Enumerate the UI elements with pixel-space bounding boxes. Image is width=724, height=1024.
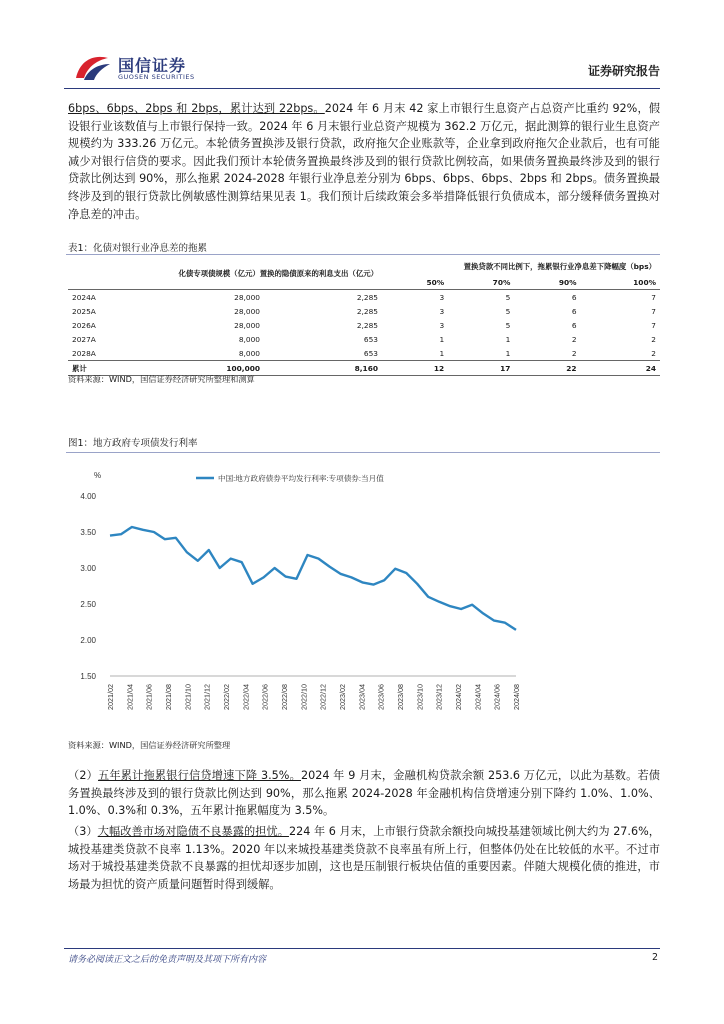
table-cell: 653 <box>363 348 378 358</box>
table-cell: 3 <box>439 292 445 302</box>
figure-source-note: 资料来源：WIND，国信证券经济研究所整理 <box>68 740 231 750</box>
y-axis-unit: % <box>94 471 102 480</box>
y-tick-label: 2.00 <box>80 636 96 645</box>
x-tick-label: 2021/04 <box>125 684 135 710</box>
table-cell: 8,160 <box>264 361 382 376</box>
x-tick-label: 2024/02 <box>454 684 463 710</box>
table-cell: 2028A <box>72 348 96 358</box>
x-tick-label: 2023/08 <box>396 684 405 710</box>
x-tick-label: 2021/12 <box>202 684 212 710</box>
x-tick-label: 2021/02 <box>106 684 115 710</box>
x-tick-label: 2023/12 <box>434 684 444 710</box>
page-header <box>64 48 660 88</box>
x-axis <box>106 676 521 710</box>
x-tick-label: 2024/06 <box>492 684 502 710</box>
y-tick-label: 4.00 <box>80 492 96 501</box>
series-line <box>110 527 516 630</box>
table-cell: 6 <box>571 320 577 330</box>
table-cell: 22 <box>514 361 580 376</box>
table-caption-rule <box>66 254 660 255</box>
body-paragraph-3 <box>68 823 660 893</box>
table-caption: 表1：化债对银行业净息差的拖累 <box>68 243 208 254</box>
table-cell: 100,000 <box>106 361 264 376</box>
table-cell: 2 <box>651 334 656 344</box>
legend-label: 中国:地方政府债券平均发行利率:专项债券:当月值 <box>218 474 384 483</box>
table-cell: 累计 <box>68 361 106 376</box>
body-paragraph-1 <box>68 100 660 223</box>
table-cell: 6 <box>571 292 577 302</box>
y-tick-label: 2.50 <box>80 600 96 609</box>
npm-drag-table <box>68 258 660 376</box>
table-cell: 12 <box>382 361 448 376</box>
paragraph-1-lead: 6bps、6bps、2bps 和 2bps，累计达到 22bps。 <box>68 102 325 115</box>
table-cell: 5 <box>505 292 511 302</box>
company-name-en: GUOSEN SECURITIES <box>118 73 195 81</box>
x-tick-label: 2022/08 <box>280 684 289 710</box>
page-number: 2 <box>651 952 658 963</box>
table-header-group: 置换贷款不同比例下，拖累银行业净息差下降幅度（bps） <box>463 262 656 271</box>
pct-header: 90% <box>514 275 580 290</box>
table-cell: 1 <box>439 334 445 344</box>
line-chart <box>66 456 660 736</box>
table-cell: 6 <box>571 306 577 316</box>
table-cell: 8,000 <box>238 348 260 358</box>
table-cell: 2027A <box>72 334 96 344</box>
y-tick-label: 3.50 <box>80 528 96 537</box>
table-cell: 1 <box>505 334 511 344</box>
paragraph-2-prefix: （2） <box>68 769 99 782</box>
disclaimer-note: 请务必阅读正文之后的免责声明及其项下所有内容 <box>68 955 267 965</box>
table-cell: 1 <box>505 348 511 358</box>
table-cell: 2,285 <box>356 306 378 316</box>
table-cell: 2,285 <box>356 320 378 330</box>
table-cell: 1 <box>439 348 445 358</box>
table-cell: 3 <box>439 320 445 330</box>
table-row <box>68 346 660 361</box>
x-tick-label: 2024/08 <box>512 684 521 710</box>
table-header-row <box>68 258 660 275</box>
table-cell: 7 <box>651 306 656 316</box>
table-header-left: 化债专项债规模（亿元）置换的隐债原来的利息支出（亿元） <box>106 258 382 290</box>
guosen-logo-icon <box>72 52 112 84</box>
header-divider <box>64 88 660 89</box>
table-cell: 28,000 <box>234 292 260 302</box>
table-row <box>68 290 660 305</box>
table-cell: 5 <box>505 306 511 316</box>
table-cell: 653 <box>363 334 378 344</box>
figure-chart <box>66 456 660 736</box>
table-cell: 7 <box>651 292 656 302</box>
paragraph-1-text: 2024 年 6 月末 42 家上市银行生息资产占总资产比重约 92%，假设银行业该数值与上市银行保持一致。2024 年 6 月末银行业总资产规模为 362.2 万亿元，据此测算的银行业生息资产规模约为 333.26 万亿元。本轮债务置换涉及银行贷款，政府拖欠企业账款等，企业拿到政府拖欠企业款后，也有可能减少对银行信贷的要求。因此我们预计本轮债务置换最终涉及到的银行贷款比例较高，如果债务置换最终涉及到的银行贷款比例达到 90%，那么拖累 2024-2028 年银行业净息差分别为 6bps、6bps、6bps、2bps 和 2bps。债务置换最终涉及到的银行贷款比例敏感性测算结果见表 1。我们预计后续政策会多举措降低银行负债成本，部分缓释债务置换对净息差的冲击。 <box>68 102 661 221</box>
table-cell: 28,000 <box>234 320 260 330</box>
table-cell: 8,000 <box>238 334 260 344</box>
x-tick-label: 2023/10 <box>415 684 425 710</box>
table-source-note: 资料来源：WIND，国信证券经济研究所整理和测算 <box>68 374 255 384</box>
table-row <box>68 332 660 346</box>
table-row <box>68 304 660 318</box>
paragraph-3-prefix: （3） <box>68 825 98 838</box>
pct-header: 50% <box>382 275 448 290</box>
figure-caption-rule <box>66 452 660 453</box>
table-cell: 2 <box>571 348 577 358</box>
table-cell: 2025A <box>72 306 96 316</box>
paragraph-3-text: 224 年 6 月末，上市银行贷款余额投向城投基建领域比例大约为 27.6%，城投基建类贷款不良率 1.13%。2020 年以来城投基建类贷款不良率虽有所上行，但整体仍处在比较低的水平。不过市场对于城投基建类贷款不良暴露的担忧却逐步加剧，这也是压制银行板块估值的重要因素。伴随大规模化债的推进，市场最为担忧的资产质量问题暂时得到缓解。 <box>68 825 660 891</box>
table-cell: 2 <box>571 334 577 344</box>
y-tick-label: 3.00 <box>80 564 96 573</box>
x-tick-label: 2023/04 <box>357 684 367 710</box>
table-cell: 7 <box>651 320 656 330</box>
body-paragraph-2 <box>68 767 660 820</box>
x-tick-label: 2022/02 <box>222 684 231 710</box>
table-cell: 3 <box>439 306 445 316</box>
pct-header: 100% <box>581 275 660 290</box>
report-type-label: 证券研究报告 <box>587 64 660 78</box>
table-row <box>68 318 660 332</box>
x-tick-label: 2023/02 <box>338 684 347 710</box>
paragraph-2-text: 2024 年 9 月末，金融机构贷款余额 253.6 万亿元，以此为基数。若债务置换最终涉及到的银行贷款比例达到 90%，那么拖累 2024-2028 年金融机构信贷增速分别下降约 1.0%、1.0%、1.0%、0.3%和 0.3%，五年累计拖累幅度为 3.5%。 <box>68 769 660 818</box>
x-tick-label: 2022/12 <box>318 684 328 710</box>
series-group <box>110 527 516 630</box>
table-cell: 2,285 <box>356 292 378 302</box>
pct-header: 70% <box>448 275 514 290</box>
x-tick-label: 2022/10 <box>299 684 309 710</box>
table-cell: 2 <box>651 348 656 358</box>
table-cell: 28,000 <box>234 306 260 316</box>
paragraph-3-lead: 大幅改善市场对隐债不良暴露的担忧。 <box>97 825 289 838</box>
figure-caption: 图1：地方政府专项债发行利率 <box>68 438 198 449</box>
table-cell: 17 <box>448 361 514 376</box>
x-tick-label: 2021/10 <box>183 684 193 710</box>
x-tick-label: 2022/06 <box>260 684 270 710</box>
x-tick-label: 2023/06 <box>376 684 386 710</box>
company-name-cn: 国信证券 <box>118 56 187 75</box>
x-tick-label: 2021/08 <box>164 684 173 710</box>
paragraph-2-lead: 五年累计拖累银行信贷增速下降 3.5%。 <box>98 769 301 782</box>
table-cell: 5 <box>505 320 511 330</box>
footer-divider <box>64 948 660 949</box>
table-cell: 24 <box>581 361 660 376</box>
x-tick-label: 2024/04 <box>473 684 483 710</box>
table-cell: 2026A <box>72 320 96 330</box>
table-cell: 2024A <box>72 292 96 302</box>
x-tick-label: 2021/06 <box>144 684 154 710</box>
y-tick-label: 1.50 <box>80 672 96 681</box>
x-tick-label: 2022/04 <box>241 684 251 710</box>
y-axis <box>80 492 96 681</box>
